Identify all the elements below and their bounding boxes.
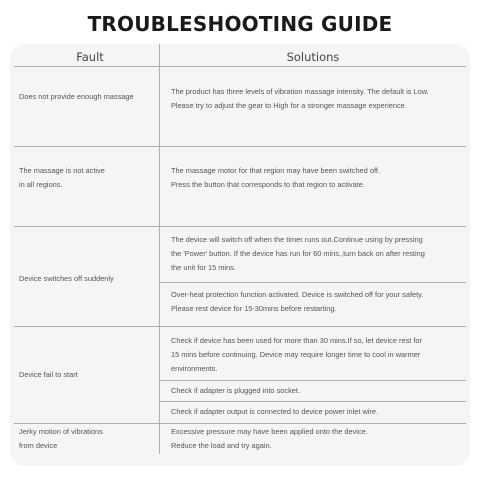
solution-cell: [171, 233, 466, 276]
solution-text: Over-heat protection function activated. Device is switched off for your safety.: [171, 290, 424, 299]
solution-text: the unit for 15 mins.: [171, 263, 236, 273]
solution-text: Please rest device for 15-30mins before restarting.: [171, 304, 337, 314]
fault-text: Device fail to start: [19, 370, 78, 379]
fault-text: from device: [19, 441, 58, 450]
solution-cell: [171, 288, 466, 316]
solution-text: The product has three levels of vibration massage intensity. The default is Low.: [171, 87, 429, 96]
solution-text: Excessive pressure may have been applied onto the device.: [171, 427, 368, 436]
solution-cell: [171, 384, 466, 398]
row-divider: [14, 146, 466, 147]
fault-cell: [19, 425, 159, 453]
solution-text: Check if device has been used for more than 30 mins.If so, let device rest for: [171, 336, 422, 345]
solution-divider: [160, 282, 466, 283]
solution-text: Check if adapter is plugged into socket.: [171, 386, 301, 395]
row-divider: [14, 423, 466, 424]
solution-cell: [171, 425, 466, 453]
fault-cell: [19, 164, 159, 192]
fault-text: Jerky motion of vibrations: [19, 427, 103, 436]
row-divider: [14, 226, 466, 227]
fault-cell: [19, 368, 159, 382]
solution-text: The device will switch off when the timer runs out.Continue using by pressing: [171, 235, 423, 244]
solution-cell: [171, 164, 466, 192]
header-divider: [14, 66, 466, 67]
fault-text: Does not provide enough massage: [19, 92, 134, 101]
fault-text: The massage is not active: [19, 166, 105, 175]
fault-text: in all regions.: [19, 180, 63, 189]
fault-cell: [19, 90, 159, 104]
solution-text: Reduce the load and try again.: [171, 441, 272, 451]
solution-text: 15 mins before continuing. Device may require longer time to cool in warmer: [171, 350, 421, 360]
page-title: TROUBLESHOOTING GUIDE: [87, 12, 393, 36]
solution-divider: [160, 401, 466, 402]
solution-text: The massage motor for that region may have been switched off.: [171, 166, 380, 175]
solution-text: Check if adapter output is connected to device power inlet wire.: [171, 407, 379, 416]
solution-text: Please try to adjust the gear to High for a stronger massage experience.: [171, 101, 407, 111]
solution-cell: [171, 405, 466, 419]
fault-text: Device switches off suddenly: [19, 274, 114, 283]
fault-column-header: Fault: [76, 50, 104, 64]
fault-cell: [19, 272, 159, 286]
solution-cell: [171, 334, 466, 377]
column-divider: [159, 44, 160, 454]
solutions-column-header: Solutions: [286, 50, 340, 64]
solution-text: Press the button that corresponds to that region to activate.: [171, 180, 365, 190]
row-divider: [14, 326, 466, 327]
solution-divider: [160, 380, 466, 381]
solution-cell: [171, 85, 466, 113]
solution-text: environments.: [171, 364, 218, 374]
solution-text: the 'Power' button. If the device has run for 60 mins.,turn back on after resting: [171, 249, 425, 259]
